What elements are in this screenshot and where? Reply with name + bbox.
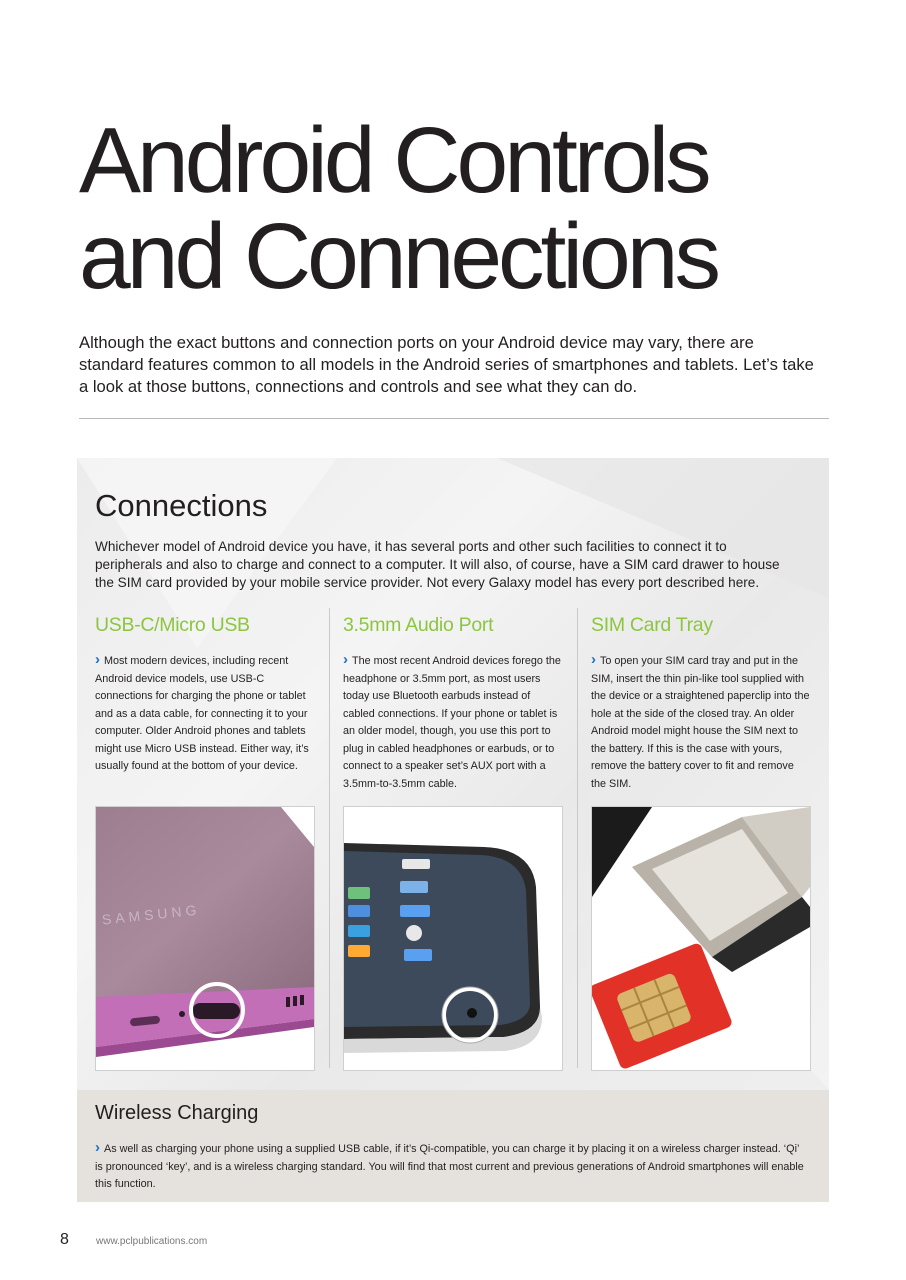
sim-tray-illustration (592, 807, 810, 1070)
usb-text-block (95, 651, 315, 776)
chevron-right-icon: › (95, 651, 100, 668)
usb-c-photo (95, 806, 315, 1071)
usb-text: Most modern devices, including recent Android device models, use USB-C connections for charging the phone or tablet and as a data cable, for connecting it to your computer. Older Android phones and tablets might use Micro USB instead. Either way, it’s usually found at the bottom of your device. (95, 655, 309, 772)
wireless-charging-box (77, 1090, 829, 1202)
sim-text: To open your SIM card tray and put in the SIM, insert the thin pin-like tool supplied with the device or a straightened paperclip into the hole at the side of the closed tray. An older Android model might house the SIM next to the battery. If this is the case with yours, remove the battery cover to fit and remove the SIM. (591, 655, 810, 790)
usb-c-illustration (96, 807, 314, 1070)
page-title-line-2: and Connections (79, 204, 717, 308)
chevron-right-icon: › (591, 651, 596, 668)
connections-panel (77, 458, 829, 1090)
audio-heading: 3.5mm Audio Port (343, 614, 494, 636)
wireless-title: Wireless Charging (95, 1102, 259, 1124)
page-title (79, 108, 717, 308)
audio-port-photo (343, 806, 563, 1071)
usb-heading: USB-C/Micro USB (95, 614, 250, 636)
sim-tray-photo (591, 806, 811, 1071)
connections-intro: Whichever model of Android device you have, it has several ports and other such facilities to connect it to peripherals and also to charge and connect to a computer. It will also, of course, have a SIM card drawer to house the SIM card provided by your mobile service provider. Not every Galaxy model has every port described here. (95, 539, 780, 590)
audio-port-illustration (344, 807, 562, 1070)
connections-title: Connections (95, 488, 268, 523)
website-link: www.pclpublications.com (96, 1236, 208, 1247)
chevron-right-icon: › (343, 651, 348, 668)
audio-column (343, 614, 563, 793)
column-separator (577, 608, 578, 1068)
usb-column (95, 614, 315, 776)
sim-heading: SIM Card Tray (591, 614, 713, 636)
intro-paragraph: Although the exact buttons and connection ports on your Android device may vary, there are standard features common to all models in the Android series of smartphones and tablets. Let’s take a look at those buttons, connections and controls and see what they can do. (79, 333, 814, 396)
divider (79, 418, 829, 419)
chevron-right-icon: › (95, 1139, 100, 1156)
sim-column (591, 614, 811, 793)
page-title-line-1: Android Controls (79, 108, 708, 212)
samsung-logo-text: SAMSUNG (101, 901, 202, 928)
wireless-text: As well as charging your phone using a supplied USB cable, if it’s Qi-compatible, you can charge it by placing it on a wireless charger instead. ‘Qi’ is pronounced ‘key’, and is a wireless charging standard. You will find that most current and previous generations of Android smartphones will enable this function. (95, 1143, 804, 1190)
sim-text-block (591, 651, 811, 793)
audio-text-block (343, 651, 563, 793)
column-separator (329, 608, 330, 1068)
page-number: 8 (60, 1231, 69, 1248)
wireless-text-block (95, 1139, 807, 1194)
audio-text: The most recent Android devices forego the headphone or 3.5mm port, as most users today use Bluetooth earbuds instead of cabled connections. If your phone or tablet is an older model, though, you use this port to plug in cabled headphones or earbuds, or to connect to a speaker set’s AUX port with a 3.5mm-to-3.5mm cable. (343, 655, 561, 790)
